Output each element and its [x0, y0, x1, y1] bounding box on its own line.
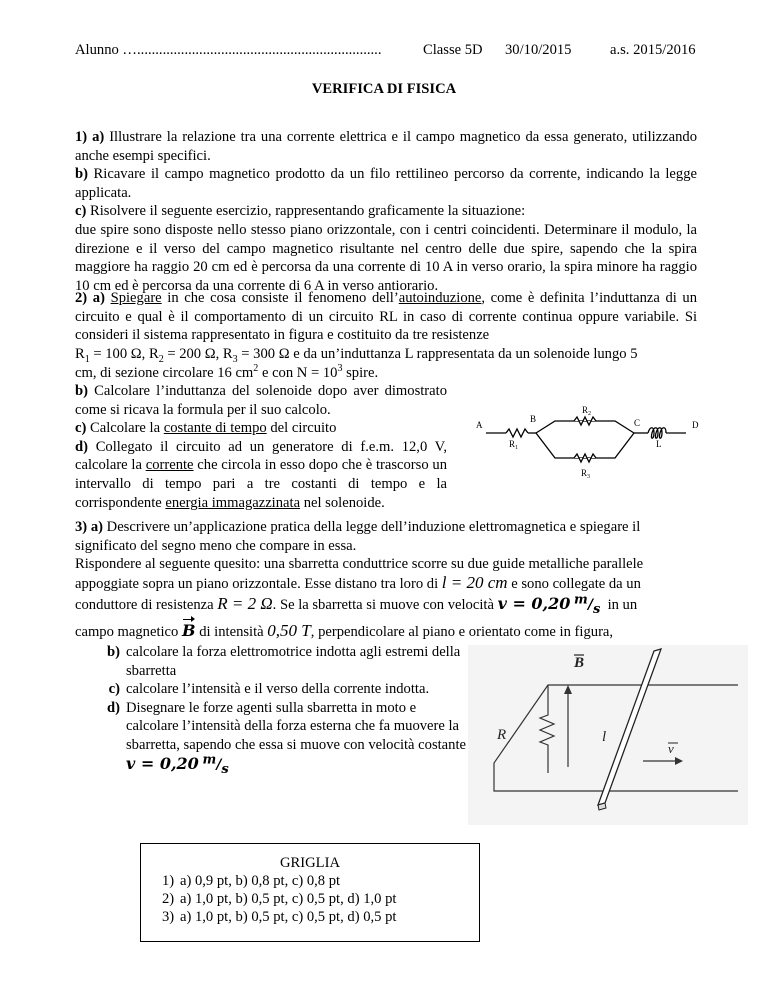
grid-row-number: 2) [162, 891, 175, 907]
r1-label-sub: 1 [515, 445, 518, 451]
q2-c-label: c) [75, 420, 87, 437]
q1-b-text: Ricavare il campo magnetico prodotto da un filo rettilineo percorso da corrente, indicando la legge applicata. [75, 166, 697, 201]
q3-c-text: calcolare l’intensità e il verso della corrente indotta. [126, 681, 430, 698]
r-text-1: = 100 Ω, R [89, 346, 159, 362]
sol-sup-1: 2 [253, 363, 259, 375]
date-label: 30/10/2015 [505, 42, 572, 58]
q3-number: 3) [75, 519, 88, 535]
r2-label-sub: 2 [588, 411, 591, 417]
q3-d-content: Disegnare le forze agenti sulla sbarretta in moto e calcolare l’intensità della forza esterna che fa muovere la sbarretta, sapendo che essa si muove con velocità costante v = 0,20 $^m/_s$ [126, 699, 466, 777]
question-3 [75, 518, 697, 593]
q2-a-keyword-explain: Spiegare [110, 290, 162, 306]
q3-intro-8: , perpendicolare al piano e orientato come in figura, [310, 624, 614, 640]
q3-d-velocity-value: v = 0,20 [126, 753, 199, 773]
r-text-2: = 200 Ω, R [163, 346, 233, 362]
q1-c-label: c) [75, 203, 87, 220]
q3-intro-5: in un [607, 597, 638, 613]
grid-row-text: a) 1,0 pt, b) 0,5 pt, c) 0,5 pt, d) 0,5 pt [180, 909, 397, 925]
q3-intro-3: conduttore di resistenza [75, 597, 214, 613]
question-2 [75, 289, 697, 345]
q3-intro-1: Rispondere al seguente quesito: una sbarretta conduttrice scorre su due guide metalliche parallele appoggiate sopra un piano orizzontale. Esse distano tra loro di [75, 556, 644, 592]
q3-line-field [75, 620, 697, 643]
q2-d-keyword-energy: energia immagazzinata [165, 494, 301, 511]
student-field: Alunno …................................................................... [75, 42, 382, 58]
node-d-label: D [692, 420, 699, 430]
fig-l-label: l [602, 729, 607, 745]
q2-d-text-1: Collegato il circuito ad un generatore di f.e.m. 12,0 V, calcolare la [75, 438, 447, 474]
q1-exercise: due spire sono disposte nello stesso piano orizzontale, con i centri coincidenti. Determinare il modulo, la direzione e il verso del campo magnetico risultante nel centro delle due spire, sapendo che la spira maggiore ha raggio 20 cm ed è percorsa da una corrente di 10 A in verso orario, la spira minore ha raggio 10 cm ed è percorsa da una corrente di 6 A in verso antiorario. [75, 221, 697, 294]
q2-a-keyword-autoinduction: autoinduzione [398, 290, 482, 306]
resistor-r1 [506, 429, 528, 437]
q3-velocity-value: v = 0,20 [497, 594, 571, 613]
velocity-unit-m: m [574, 592, 588, 608]
r2-subscript: 2 [158, 353, 164, 365]
q3-item-d [90, 699, 470, 777]
q1-b-label: b) [75, 166, 88, 183]
q3-a-label: a) [90, 519, 103, 535]
q3-c-label: c) [108, 681, 120, 698]
q3-resistance-value: R = 2 Ω [217, 594, 273, 613]
q3-intro-7: di intensità [199, 624, 264, 640]
q3-item-c [90, 680, 470, 699]
figure-background [468, 645, 748, 825]
grid-row-number: 3) [162, 909, 175, 925]
q2-d-keyword-current: corrente [145, 457, 194, 474]
fig-r-label: R [497, 727, 507, 743]
inductor-l [648, 428, 666, 439]
r1-symbol: R [75, 346, 85, 362]
fig-v-label: v [668, 741, 674, 756]
q1-c-text: Risolvere il seguente esercizio, rappresentando graficamente la situazione: [90, 203, 526, 220]
d-velocity-unit-m: m [202, 751, 217, 767]
q2-resistances [75, 345, 697, 364]
r3-label-sub: 3 [587, 474, 590, 480]
q3-line-resistance: conduttore di resistenza R = 2 Ω. Se la sbarretta si muove con velocità v = 0,20 $^m/_s$ in un [75, 592, 638, 617]
sol-text-1: cm, di sezione circolare 16 cm [75, 365, 254, 381]
r3-subscript: 3 [232, 353, 238, 365]
node-c-label: C [634, 418, 641, 428]
r-text-3: = 300 Ω e da un’induttanza L rappresentata da un solenoide lungo 5 [237, 346, 638, 362]
q2-b-text: Calcolare l’induttanza del solenoide dopo aver dimostrato come si ricava la formula per il suo calcolo. [75, 383, 447, 418]
q2-d-text-2: che circola in esso dopo che è trascorso un intervallo di tempo pari a tre costanti di tempo e la corrispondente [75, 457, 447, 511]
q3-b-text: calcolare la forza elettromotrice indotta agli estremi della sbarretta [126, 644, 461, 679]
r1-subscript: 1 [84, 353, 90, 365]
velocity-unit-s: s [592, 601, 601, 617]
q2-d-text-3: nel solenoide. [303, 494, 385, 511]
q1-a-text: Illustrare la relazione tra una corrente elettrica e il campo magnetico da essa generato, utilizzando anche esempi specifici. [75, 129, 697, 164]
q2-c-text-2: del circuito [270, 420, 337, 437]
grid-row-text: a) 1,0 pt, b) 0,5 pt, c) 0,5 pt, d) 1,0 pt [180, 891, 397, 907]
q2-b-label: b) [75, 383, 88, 399]
rl-circuit-diagram [470, 405, 710, 494]
d-velocity-unit-s: s [221, 761, 229, 777]
q3-item-b [90, 643, 470, 680]
b-vector-symbol: B [182, 621, 196, 640]
r2-label: R [582, 405, 589, 415]
school-year-label: a.s. 2015/2016 [610, 42, 696, 58]
q2-c-keyword: costante di tempo [163, 420, 267, 437]
rail-bar-figure [468, 645, 748, 825]
grading-grid [140, 843, 480, 942]
q2-a-text-2: , come è definita l’induttanza di un circuito e qual è il comportamento di un circuito RL in caso di corrente continua oppure variabile. Si consideri il sistema rappresentato in figura e costituito da tre resistenze [75, 290, 698, 344]
q2-number: 2) [75, 290, 88, 306]
q3-intro-6: campo magnetico [75, 624, 179, 640]
q3-b-label: b) [107, 644, 120, 660]
node-b-label: B [530, 414, 537, 424]
grid-row [141, 872, 479, 890]
question-1 [75, 128, 697, 295]
q2-c-text-1: Calcolare la [90, 420, 161, 437]
q3-d-text: Disegnare le forze agenti sulla sbarretta in moto e calcolare l’intensità della forza esterna che fa muovere la sbarretta, sapendo che essa si muove con velocità costante [126, 699, 466, 753]
q3-a-text: Descrivere un’applicazione pratica della legge dell’induzione elettromagnetica e spiegare il significato del segno meno che compare in essa. [75, 519, 641, 554]
q3-intro-2: e sono collegate da un [511, 575, 641, 592]
resistor-r2 [574, 417, 596, 425]
node-a-label: A [476, 420, 483, 430]
resistor-r3 [574, 454, 596, 462]
q3-d-label: d) [107, 699, 120, 716]
q2-d-label: d) [75, 438, 88, 455]
r1-label: R [509, 439, 516, 449]
sol-text-3: spire. [342, 365, 379, 381]
q3-distance-value: l = 20 cm [441, 572, 508, 592]
l-label: L [656, 439, 662, 449]
page-title: VERIFICA DI FISICA [311, 81, 457, 97]
q2-a-text-1: in che cosa consiste il fenomeno dell’ [167, 290, 399, 306]
q2-a-label: a) [92, 290, 105, 306]
class-label: Classe 5D [423, 42, 483, 58]
fig-b-label: B [574, 655, 585, 671]
sol-text-2: e con N = 10 [258, 365, 338, 381]
r3-label: R [581, 468, 588, 478]
q1-number: 1) [75, 129, 88, 145]
sol-sup-2: 3 [337, 363, 343, 375]
q3-field-value: 0,50 T [267, 621, 311, 640]
grid-row [141, 908, 479, 926]
q1-a-label: a) [92, 129, 105, 145]
q3-intro-4: . Se la sbarretta si muove con velocità [272, 597, 494, 613]
q3-subitems [90, 643, 470, 777]
grid-title: GRIGLIA [280, 855, 340, 871]
q2-solenoid [75, 364, 697, 383]
wire-top-branch [536, 421, 634, 433]
grid-row-text: a) 0,9 pt, b) 0,8 pt, c) 0,8 pt [180, 873, 341, 889]
q2-items [75, 382, 447, 512]
grid-row [141, 890, 479, 908]
grid-row-number: 1) [162, 873, 175, 889]
